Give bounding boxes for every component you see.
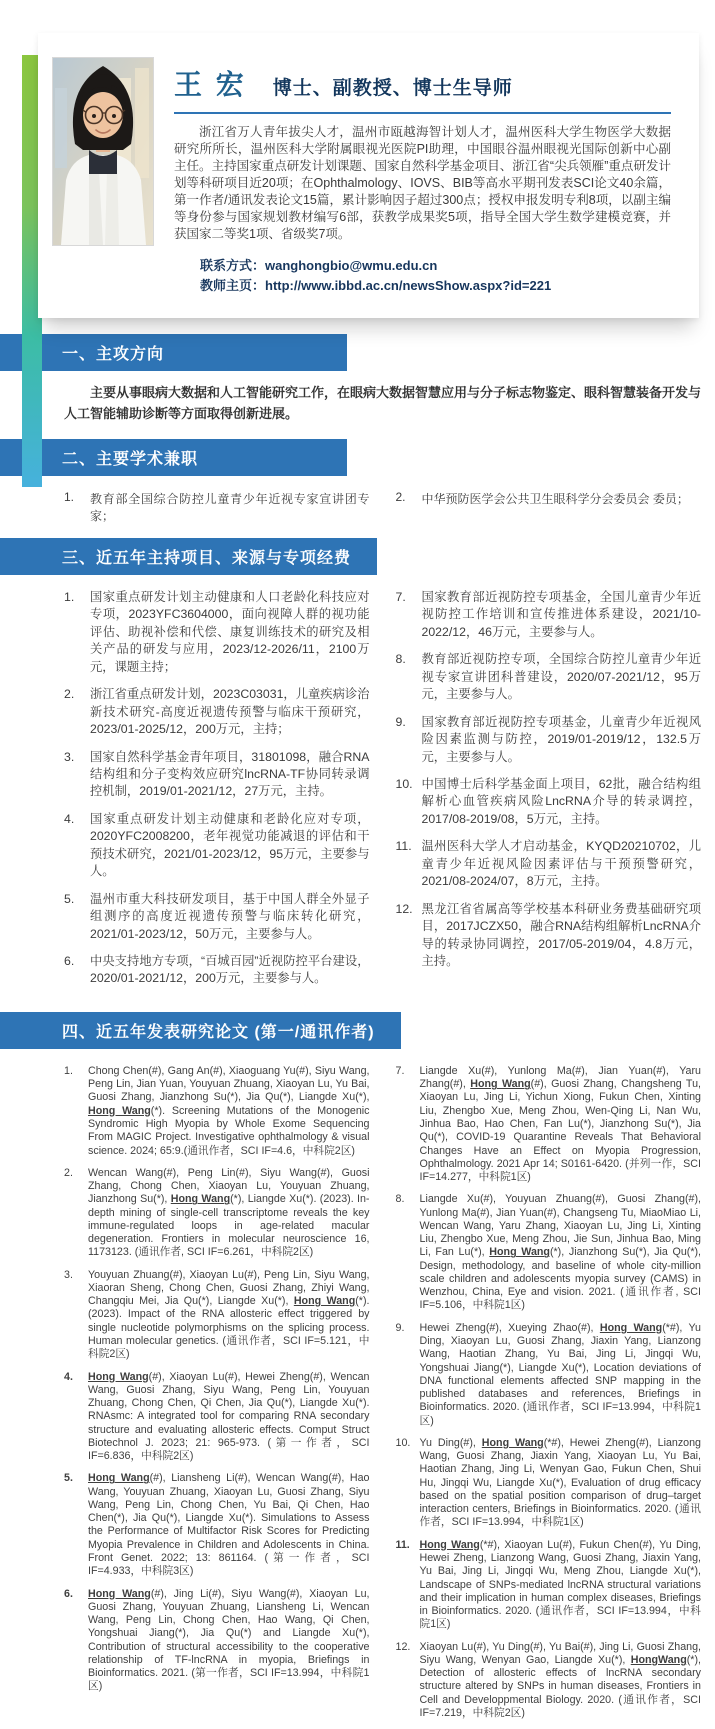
publication-text-segment: (#), Xiaoyan Lu(#), Hewei Zheng(#), Wencan Wang, Guosi Zhang, Siyu Wang, Peng Lin, Youyuan Zhuang, Chong Chen, Qi Chen, Jia Qu(*), Liangde Xu(*). RNAsmc: A integrated tool for comparing RNA secondary structure and evaluating allosteric effects. Comput Struct Biotechnol J. 2023; 21: 965-973. (第一作者，SCI IF=6.836，中科院2区) xyxy=(88,1370,370,1463)
item-number: 8. xyxy=(395,652,406,667)
project-item xyxy=(396,589,702,641)
person-titles: 博士、副教授、博士生导师 xyxy=(272,78,513,99)
homepage-label: 教师主页： xyxy=(200,278,266,294)
publication-text-segment: Youyuan Zhuang(#), Xiaoyan Lu(#), Peng Lin, Siyu Wang, Xiaoran Sheng, Chong Chen, Guosi Zhang, Zhiyi Wang, Changqiu Mei, Jia Qu(*), Liangde Xu(*), xyxy=(88,1268,370,1308)
item-number: 2. xyxy=(64,1166,73,1179)
item-number: 1. xyxy=(64,1064,73,1077)
contact-email: wanghongbio@wmu.edu.cn xyxy=(265,258,438,273)
name-row xyxy=(174,63,671,103)
hong-wang-highlight: Hong Wang xyxy=(489,1246,550,1259)
profile-header-card xyxy=(38,33,699,318)
item-text: 黑龙江省省属高等学校基本科研业务费基础研究项目，2017JCZX50，融合RNA结构组解析LncRNA介导的转录协同调控，2017/05-2019/04，4.8万元，主持。 xyxy=(421,901,701,969)
item-text: 教育部近视防控专项，全国综合防控儿童青少年近视专家宣讲团科普建设，2020/07-2021/12，95万元，主要参与人。 xyxy=(421,652,701,702)
portrait-illustration xyxy=(52,57,154,246)
publication-item xyxy=(396,1065,702,1184)
item-text: 国家自然科学基金青年项目，31801098，融合RNA结构组和分子变构效应研究lncRNA-TF协同转录调控机制，2019/01-2021/12，27万元，主持。 xyxy=(90,749,370,799)
research-focus-paragraph: 主要从事眼病大数据和人工智能研究工作，在眼病大数据智慧应用与分子标志物鉴定、眼科智慧装备开发与人工智能辅助诊断等方面取得创新进展。 xyxy=(64,385,702,422)
item-text: 中国博士后科学基金面上项目，62批，融合结构组解析心血管疾病风险LncRNA介导的转录调控，2017/08-2019/08，5万元，主持。 xyxy=(421,776,701,826)
publication-text-segment: Wencan Wang(#), Peng Lin(#), Siyu Wang(#), Guosi Zhang, Chong Chen, Xiaoyan Lu, Youyuan Zhuang, Jianzhong Su(*), xyxy=(88,1166,370,1206)
hong-wang-highlight: HongWang xyxy=(630,1653,687,1666)
project-item xyxy=(64,811,370,881)
hong-wang-highlight: Hong Wang xyxy=(599,1321,663,1334)
homepage-line xyxy=(200,276,671,296)
item-text xyxy=(420,1437,702,1530)
hong-wang-highlight: Hong Wang xyxy=(88,1472,150,1485)
publications-left-column xyxy=(64,1065,370,1729)
item-text: 国家重点研发计划主动健康和老龄化应对专项，2020YFC2008200，老年视觉功能减退的评估和干预技术研究，2021/01-2023/12，95万元，主要参与人。 xyxy=(90,811,370,879)
item-number: 5. xyxy=(64,1472,73,1485)
item-text xyxy=(420,1193,702,1312)
item-number: 8. xyxy=(395,1193,405,1206)
hong-wang-highlight: Hong Wang xyxy=(470,1078,531,1091)
item-number: 11. xyxy=(395,1538,410,1551)
item-text: 浙江省重点研发计划，2023C03031，儿童疾病诊治新技术研究-高度近视遗传预警与临床干预研究，2023/01-2025/12，200万元，主持； xyxy=(90,687,370,737)
project-item xyxy=(64,686,370,738)
publication-item xyxy=(396,1539,702,1632)
academic-posts-left-column xyxy=(64,490,370,524)
academic-posts-right-column xyxy=(396,490,702,524)
profile-photo xyxy=(52,57,154,296)
publication-item xyxy=(396,1641,702,1721)
item-number: 10. xyxy=(395,776,413,791)
publication-text-segment: (#), Liansheng Li(#), Wencan Wang(#), Hao Wang, Youyuan Zhuang, Xiaoyan Lu, Guosi Zhang, Siyu Wang, Peng Lin, Chong Chen, Yu Bai, Qi Chen, Hao Chen(*), Jia Qu(*), Liangde Xu(*). Simulations to Assess the Performance of Multifactor Risk Scores for Predicting Myopia Prevalence in Children and Adolescents in China. Front Genet. 2022; 13: 861164. (第一作者，SCI IF=4.933，中科院3区) xyxy=(88,1472,370,1578)
publication-text-segment: Hewei Zheng(#), Xueying Zhao(#), xyxy=(419,1321,600,1334)
item-number: 3. xyxy=(64,1268,73,1281)
item-text: 温州市重大科技研发项目，基于中国人群全外显子组测序的高度近视遗传预警与临床转化研究，2021/01-2023/12，50万元，主要参与人。 xyxy=(90,891,370,941)
item-text xyxy=(88,1472,370,1578)
item-text: 中央支持地方专项，“百城百园”近视防控平台建设，2020/01-2021/12，200万元，主要参与人。 xyxy=(90,954,370,986)
item-number: 9. xyxy=(395,1321,405,1334)
publication-text-segment: (*#), Yu Ding, Xiaoyan Lu, Guosi Zhang, Jiaxin Yang, Lianzong Wang, Haotian Zhang, Yu Bai, Jing Li, Jingqi Wu, Yongshuai Jiang(*), Liangde Xu(*), Location deviations of DNA functional elements affected SNP mapping in the published databases and references, Briefings in Bioinformatics. 2020. (通讯作者，SCI IF=13.994，中科院1区) xyxy=(419,1321,701,1427)
hong-wang-highlight: Hong Wang xyxy=(293,1295,356,1308)
section-title-research-focus: 一、主攻方向 xyxy=(0,334,347,371)
project-item xyxy=(396,714,702,766)
projects-list xyxy=(64,589,701,998)
item-text xyxy=(420,1539,702,1632)
contact-block xyxy=(200,256,671,296)
academic-post-item xyxy=(396,490,702,507)
publication-item xyxy=(396,1437,702,1530)
project-item xyxy=(64,891,370,943)
item-number: 4. xyxy=(64,1370,73,1383)
publication-item xyxy=(64,1371,370,1464)
item-number: 1. xyxy=(64,589,75,604)
item-number: 7. xyxy=(395,1064,405,1077)
academic-post-item xyxy=(64,490,370,524)
item-number: 12. xyxy=(395,901,413,916)
item-text: 国家教育部近视防控专项基金，全国儿童青少年近视防控工作培训和宣传推进体系建设，2021/10-2022/12，46万元，主要参与人。 xyxy=(421,589,701,639)
item-text xyxy=(420,1641,702,1721)
project-item xyxy=(64,953,370,988)
project-item xyxy=(64,749,370,801)
publication-item xyxy=(64,1167,370,1260)
header-text-block xyxy=(154,57,683,296)
hong-wang-highlight: Hong Wang xyxy=(88,1587,151,1600)
publication-text-segment: Liangde Xu(#), Youyuan Zhuang(#), Guosi Zhang(#), Yunlong Ma(#), Jian Yuan(#), Changseng Tu, MiaoMiao Li, Wencan Wang, Yaru Zhang, Xiaoyan Lu, Jing Li, Xinting Liu, Zhengbo Xue, Meng Zhou, Jie Sun, Jinhua Bao, Ming Li, Fan Lu(*), xyxy=(419,1193,701,1259)
person-name: 王 宏 xyxy=(174,69,247,100)
item-text: 国家教育部近视防控专项基金，儿童青少年近视风险因素监测与防控，2019/01-2019/12，132.5万元，主要参与人。 xyxy=(421,714,701,764)
projects-right-column xyxy=(396,589,702,998)
profile-page xyxy=(0,33,715,1719)
homepage-url[interactable]: http://www.ibbd.ac.cn/newsShow.aspx?id=221 xyxy=(265,278,552,294)
hong-wang-highlight: Hong Wang xyxy=(88,1370,149,1383)
publication-text-segment: Liangde Xu(#), Yunlong Ma(#), Jian Yuan(#), Yaru Zhang(#), xyxy=(419,1064,701,1091)
item-text xyxy=(88,1588,370,1694)
item-number: 1. xyxy=(64,489,75,504)
item-number: 5. xyxy=(64,891,75,906)
item-text xyxy=(420,1065,702,1184)
project-item xyxy=(396,651,702,703)
item-number: 12. xyxy=(395,1640,411,1653)
item-text xyxy=(88,1065,370,1158)
publication-item xyxy=(64,1269,370,1362)
item-text: 中华预防医学会公共卫生眼科学分会委员会 委员； xyxy=(421,491,689,506)
publication-text-segment: (*). (2023). Impact of the RNA allosteric effect triggered by single nucleotide polymorphisms on the splicing process. Human molecular genetics. (通讯作者，SCI IF=5.121，中科院2区) xyxy=(88,1295,370,1361)
project-item xyxy=(396,838,702,890)
publication-item xyxy=(64,1472,370,1578)
item-number: 9. xyxy=(395,714,406,729)
item-number: 2. xyxy=(395,489,406,504)
item-number: 11. xyxy=(395,839,412,854)
item-text: 教育部全国综合防控儿童青少年近视专家宣讲团专家； xyxy=(90,491,370,523)
publication-item xyxy=(396,1322,702,1428)
hong-wang-highlight: Hong Wang xyxy=(419,1538,480,1551)
item-number: 6. xyxy=(64,954,75,969)
item-text xyxy=(420,1322,702,1428)
item-number: 4. xyxy=(64,811,75,826)
publication-text-segment: (*#), Xiaoyan Lu(#), Fukun Chen(#), Yu Ding, Hewei Zheng, Lianzong Wang, Guosi Zhang, Jiaxin Yang, Yu Bai, Jing Li, Jingqi Wu, Meng Zhou, Liangde Xu(*), Landscape of SNPs-mediated lncRNA structural variations and their implication in human complex diseases, Briefings in Bioinformatics. 2020. (通讯作者，SCI IF=13.994，中科院1区) xyxy=(419,1538,702,1631)
project-item xyxy=(64,589,370,676)
item-text: 温州医科大学人才启动基金，KYQD20210702，儿童青少年近视风险因素评估与干预预警研究，2021/08-2024/07，8万元，主持。 xyxy=(421,839,701,889)
publication-text-segment: (#), Guosi Zhang, Changsheng Tu, Xiaoyan Lu, Jing Li, Yichun Xiong, Fukun Chen, Xinting Liu, Zhengbo Xue, Meng Zhou, Wen-Qing Li, Nan Wu, Jinhua Bao, Hao Chen, Fan Lu(*), Jianzhong Su(*), Jia Qu(*), COVID-19 Quarantine Reveals That Behavioral Changes Have an Effect on Myopia Progression, Ophthalmology. 2021 Apr 14; S0161-6420. (并列一作，SCI IF=14.277，中科院1区) xyxy=(419,1078,701,1184)
publication-item xyxy=(64,1588,370,1694)
item-number: 10. xyxy=(395,1436,411,1449)
hong-wang-highlight: Hong Wang xyxy=(481,1436,544,1449)
projects-left-column xyxy=(64,589,370,998)
publication-text-segment: (#), Jing Li(#), Siyu Wang(#), Xiaoyan Lu, Guosi Zhang, Youyuan Zhuang, Liansheng Li, Wencan Wang, Peng Lin, Chong Chen, Hao Wang, Qi Chen, Yongshuai Jiang(*), Jia Qu(*) and Liangde Xu(*), Contribution of structural accessibility to the cooperative relationship of TF-lncRNA in myopia, Briefings in Bioinformatics. 2021. (第一作者，SCI IF=13.994，中科院1区) xyxy=(88,1587,370,1693)
publication-text-segment: Chong Chen(#), Gang An(#), Xiaoguang Yu(#), Siyu Wang, Peng Lin, Jian Yuan, Youyuan Zhuang, Xiaoyan Lu, Yu Bai, Guosi Zhang, Jianzhong Su(*), Jia Qu(*), Liangde Xu(*), xyxy=(88,1064,370,1104)
publication-text-segment: (*), Jianzhong Su(*), Jia Qu(*), Design, methodology, and baseline of whole city-million scale children and adolescents myopia survey (CAMS) in Wenzhou, China, Eye and vision. 2021. (通讯作者, SCI IF=5.106，中科院1区) xyxy=(419,1246,702,1312)
section-title-academic-posts: 二、主要学术兼职 xyxy=(0,439,347,476)
item-number: 6. xyxy=(64,1587,73,1600)
publication-text-segment: (*). Screening Mutations of the Monogenic Syndromic High Myopia by Whole Exome Sequencing From MAGIC Project. Investigative ophthalmology & visual science. 2024; 65:9.(通讯作者，SCI IF=4.6，中科院2区) xyxy=(88,1104,370,1157)
item-number: 2. xyxy=(64,687,75,702)
publication-text-segment: (*#), Hewei Zheng(#), Lianzong Wang, Guosi Zhang, Jiaxin Yang, Xiaoyan Lu, Yu Bai, Haotian Zhang, Jing Li, Wenyan Gao, Fukun Chen, Shui Hu, Jingqi Wu, Liangde Xu(*), Evaluation of drug efficacy based on the spatial position comparison of drug–target interaction centers, Briefings in Bioinformatics. 2020. (通讯作者，SCI IF=13.994，中科院1区) xyxy=(419,1436,702,1529)
contact-label: 联系方式： xyxy=(200,258,266,273)
item-text xyxy=(88,1371,370,1464)
publication-text-segment: Yu Ding(#), xyxy=(419,1436,482,1449)
publication-item xyxy=(396,1193,702,1312)
item-number: 7. xyxy=(395,589,406,604)
biography-paragraph: 浙江省万人青年拔尖人才，温州市瓯越海智计划人才，温州医科大学生物医学大数据研究所所长，温州医科大学附属眼视光医院PI助理，中国眼谷温州眼视光国际创新中心副主任。主持国家重点研发计划课题、国家自然科学基金项目、浙江省“尖兵领雁”重点研发计划等科研项目近20项；在Ophthalmology、IOVS、BIB等高水平期刊发表SCI论文40余篇，第一作者/通讯发表论文15篇，累计影响因子超过300点；授权申报发明专利8项，以副主编等身份参与国家规划教材编写6部，获教学成果奖5项，指导全国大学生数学建模竞赛，并获国家二等奖1项、省级奖7项。 xyxy=(174,125,671,241)
publications-right-column xyxy=(396,1065,702,1729)
publication-text-segment: (*), Liangde Xu(*). (2023). In-depth mining of single-cell transcriptome reveals the key immune-regulated loops in age-related macular degeneration. Frontiers in molecular neuroscience 16, 1173123. (通讯作者, SCI IF=6.261，中科院2区) xyxy=(88,1193,370,1259)
publication-item xyxy=(64,1065,370,1158)
item-text: 国家重点研发计划主动健康和人口老龄化科技应对专项，2023YFC3604000，面向视障人群的视功能评估、助视补偿和代偿、康复训练技术的研究及相关产品的研发与应用，2023/12-2026/11，2100万元，课题主持； xyxy=(90,589,370,674)
item-text xyxy=(88,1269,370,1362)
publication-text-segment: (*), Detection of allosteric effects of lncRNA secondary structure altered by SNPs in human diseases, Frontiers in Cell and Developpmental Biology. 2020. (通讯作者，SCI IF=7.219，中科院2区) xyxy=(419,1653,701,1719)
section-title-projects: 三、近五年主持项目、来源与专项经费 xyxy=(0,538,377,575)
section-title-publications: 四、近五年发表研究论文 (第一/通讯作者) xyxy=(0,1012,401,1049)
hong-wang-highlight: Hong Wang xyxy=(88,1104,151,1117)
publication-text-segment: Xiaoyan Lu(#), Yu Ding(#), Yu Bai(#), Jing Li, Guosi Zhang, Siyu Wang, Wenyan Gao, Liangde Xu(*), xyxy=(419,1640,701,1666)
publications-list xyxy=(64,1065,701,1729)
name-underline xyxy=(174,112,671,114)
item-number: 3. xyxy=(64,749,75,764)
contact-line xyxy=(200,256,671,276)
project-item xyxy=(396,776,702,828)
project-item xyxy=(396,901,702,971)
hong-wang-highlight: Hong Wang xyxy=(170,1193,231,1206)
item-text xyxy=(88,1167,370,1260)
academic-posts-list xyxy=(64,490,701,524)
